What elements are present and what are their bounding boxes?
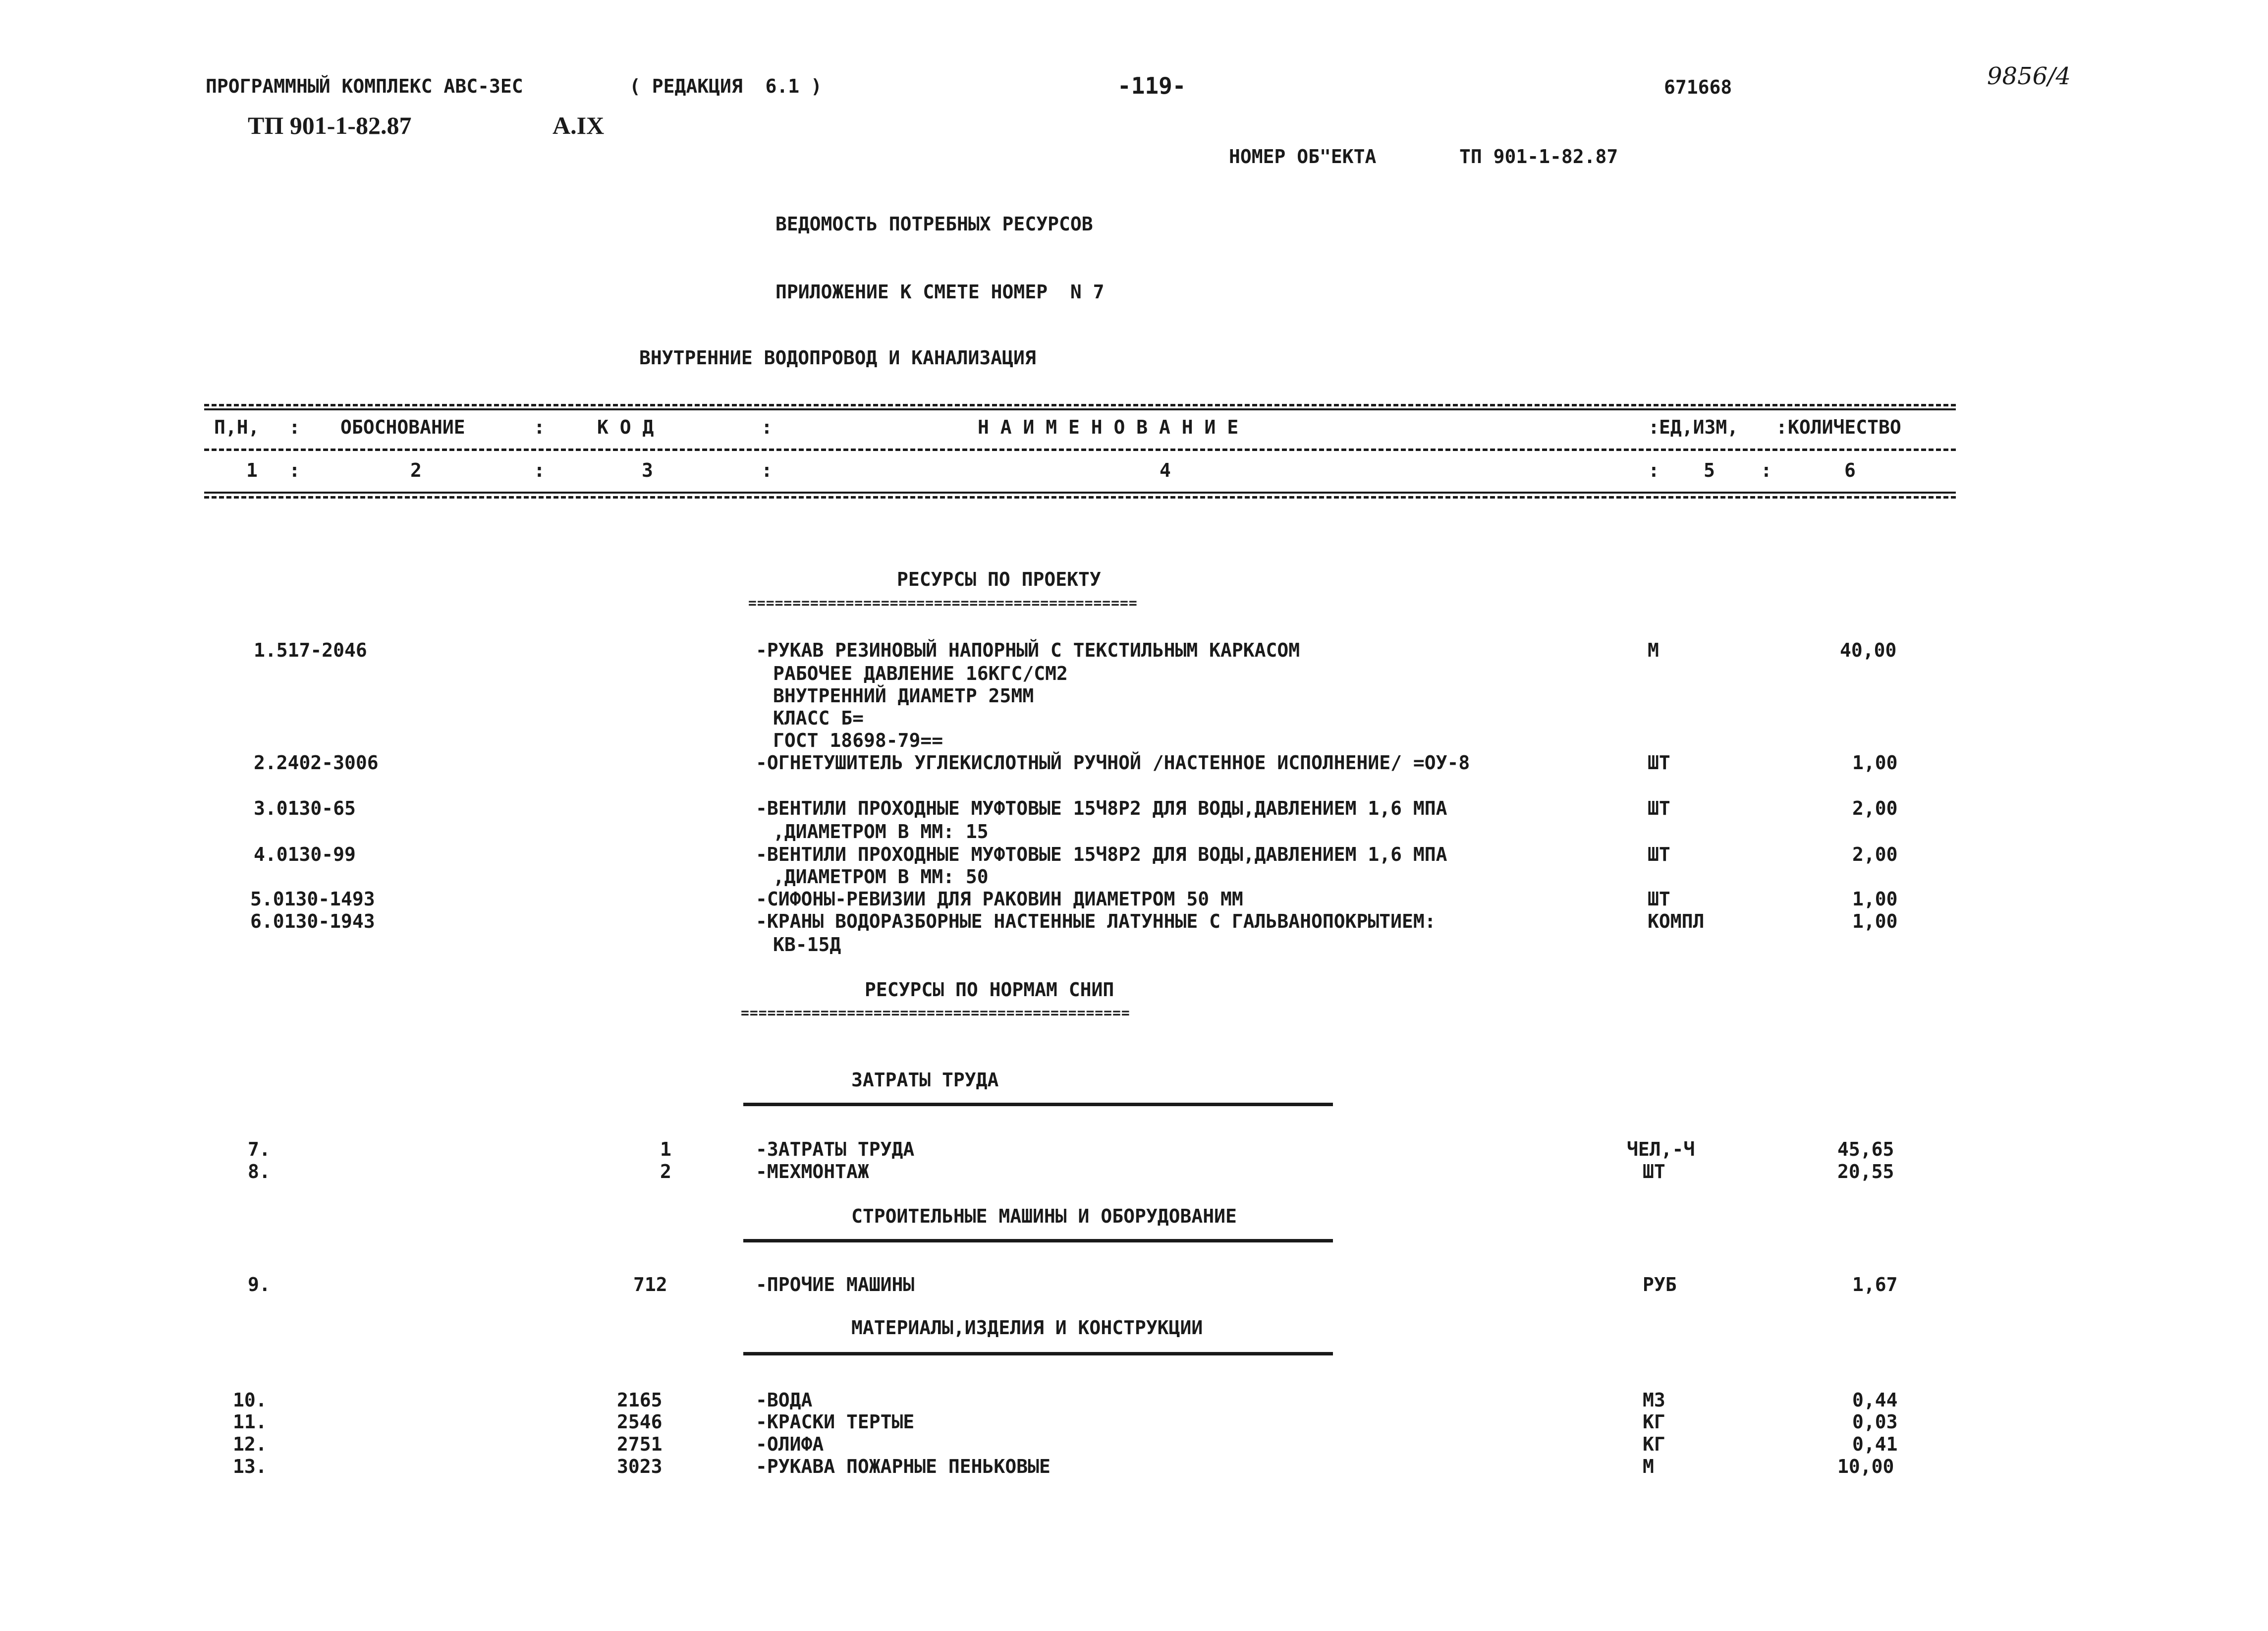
col-header-unit: ЕД,ИЗМ, [1659, 416, 1739, 438]
page-number: -119- [1117, 72, 1186, 99]
row-unit: М3 [1643, 1389, 1665, 1411]
col-number-1: 1 [246, 459, 258, 481]
appendix-title: ПРИЛОЖЕНИЕ К СМЕТЕ НОМЕР N 7 [775, 281, 1105, 303]
header-rule-top-2 [204, 408, 1956, 410]
row-name: -МЕХМОНТАЖ [756, 1161, 869, 1182]
col-sep: : [1648, 416, 1660, 438]
section-title-norms: РЕСУРСЫ ПО НОРМАМ СНИП [865, 979, 1114, 1001]
doc-code: 671668 [1664, 76, 1732, 98]
header-rule-top [204, 404, 1956, 406]
row-name: -РУКАВА ПОЖАРНЫЕ ПЕНЬКОВЫЕ [756, 1456, 1051, 1477]
col-sep: : [761, 416, 773, 438]
row-num: 7. [248, 1138, 271, 1160]
main-title: ВЕДОМОСТЬ ПОТРЕБНЫХ РЕСУРСОВ [775, 213, 1093, 235]
row-name: -ВОДА [756, 1389, 813, 1411]
row-name-line: ГОСТ 18698-79== [773, 730, 943, 751]
row-unit: ШТ [1643, 1161, 1665, 1182]
col-number-3: 3 [642, 459, 653, 481]
subsection-rule-machines [743, 1239, 1333, 1242]
row-num: 13. [233, 1456, 267, 1477]
row-unit: М [1643, 1456, 1654, 1477]
row-name: -КРАСКИ ТЕРТЫЕ [756, 1411, 915, 1433]
row-qty: 2,00 [1852, 797, 1898, 819]
row-qty: 1,00 [1852, 888, 1898, 910]
subsection-rule-materials [743, 1352, 1333, 1355]
row-basis: 2.2402-3006 [254, 752, 379, 774]
col-header-basis: ОБОСНОВАНИЕ [340, 416, 465, 438]
row-qty: 1,00 [1852, 752, 1898, 774]
row-code: 2165 [617, 1389, 663, 1411]
row-name-line: ,ДИАМЕТРОМ В ММ: 50 [773, 866, 989, 888]
row-name-line: РАБОЧЕЕ ДАВЛЕНИЕ 16КГС/СМ2 [773, 663, 1068, 684]
row-unit: КОМПЛ [1648, 910, 1705, 932]
row-name-line: ВНУТРЕННИЙ ДИАМЕТР 25ММ [773, 685, 1034, 707]
row-qty: 40,00 [1840, 639, 1897, 661]
row-name-line: -ВЕНТИЛИ ПРОХОДНЫЕ МУФТОВЫЕ 15Ч8Р2 ДЛЯ ВОДЫ,ДАВЛЕНИЕМ 1,6 МПА [756, 844, 1447, 865]
row-name-line: КЛАСС Б= [773, 707, 864, 729]
row-unit: КГ [1643, 1411, 1665, 1433]
section-rule-project: ============================================ [748, 595, 1138, 611]
row-unit: ШТ [1648, 844, 1670, 865]
row-num: 9. [248, 1274, 271, 1295]
col-sep: : [1761, 459, 1772, 481]
row-name-line: -РУКАВ РЕЗИНОВЫЙ НАПОРНЫЙ С ТЕКСТИЛЬНЫМ КАРКАСОМ [756, 639, 1300, 661]
row-unit: ШТ [1648, 797, 1670, 819]
row-num: 8. [248, 1161, 271, 1182]
row-basis: 5.0130-1493 [250, 888, 375, 910]
row-basis: 1.517-2046 [254, 639, 367, 661]
row-code: 2546 [617, 1411, 663, 1433]
col-number-6: 6 [1844, 459, 1856, 481]
row-unit: ШТ [1648, 888, 1670, 910]
col-header-num: П,Н, [214, 416, 260, 438]
col-number-4: 4 [1160, 459, 1171, 481]
subject-title: ВНУТРЕННИЕ ВОДОПРОВОД И КАНАЛИЗАЦИЯ [639, 347, 1036, 369]
row-name: -ПРОЧИЕ МАШИНЫ [756, 1274, 915, 1295]
row-basis: 3.0130-65 [254, 797, 356, 819]
row-num: 11. [233, 1411, 267, 1433]
col-header-qty: КОЛИЧЕСТВО [1788, 416, 1901, 438]
col-sep: : [1648, 459, 1660, 481]
program-name: ПРОГРАММНЫЙ КОМПЛЕКС АВС-ЗЕС [206, 75, 523, 97]
row-num: 12. [233, 1433, 267, 1455]
col-sep: : [761, 459, 773, 481]
col-sep: : [534, 459, 545, 481]
header-rule-mid [204, 449, 1956, 451]
row-name-line: -ВЕНТИЛИ ПРОХОДНЫЕ МУФТОВЫЕ 15Ч8Р2 ДЛЯ ВОДЫ,ДАВЛЕНИЕМ 1,6 МПА [756, 797, 1447, 819]
row-qty: 0,03 [1852, 1411, 1898, 1433]
row-name-line: -СИФОНЫ-РЕВИЗИИ ДЛЯ РАКОВИН ДИАМЕТРОМ 50 ММ [756, 888, 1243, 910]
row-qty: 0,44 [1852, 1389, 1898, 1411]
row-unit: М [1648, 639, 1659, 661]
row-code: 2 [660, 1161, 671, 1182]
row-name: -ОЛИФА [756, 1433, 824, 1455]
row-qty: 0,41 [1852, 1433, 1898, 1455]
row-qty: 10,00 [1837, 1456, 1894, 1477]
row-unit: КГ [1643, 1433, 1665, 1455]
album-code: A.IX [553, 112, 605, 139]
handwritten-code: 9856/4 [1987, 62, 2071, 90]
row-basis: 4.0130-99 [254, 844, 356, 865]
col-sep: : [534, 416, 545, 438]
col-header-name: Н А И М Е Н О В А Н И Е [978, 416, 1239, 438]
col-number-2: 2 [410, 459, 422, 481]
object-value: ТП 901-1-82.87 [1459, 146, 1618, 168]
section-title-project: РЕСУРСЫ ПО ПРОЕКТУ [897, 568, 1101, 590]
col-header-code: К О Д [597, 416, 654, 438]
row-qty: 20,55 [1837, 1161, 1894, 1182]
header-rule-bottom [204, 492, 1956, 494]
col-sep: : [289, 459, 300, 481]
col-number-5: 5 [1704, 459, 1715, 481]
object-label: НОМЕР ОБ"ЕКТА [1229, 146, 1377, 168]
row-qty: 45,65 [1837, 1138, 1894, 1160]
row-name-line: -ОГНЕТУШИТЕЛЬ УГЛЕКИСЛОТНЫЙ РУЧНОЙ /НАСТЕННОЕ ИСПОЛНЕНИЕ/ =ОУ-8 [756, 752, 1470, 774]
row-basis: 6.0130-1943 [250, 910, 375, 932]
row-name-line: КВ-15Д [773, 934, 841, 956]
col-sep: : [1776, 416, 1787, 438]
row-unit: РУБ [1643, 1274, 1677, 1295]
row-code: 712 [633, 1274, 667, 1295]
section-rule-norms: ============================================ [741, 1005, 1130, 1021]
row-unit: ЧЕЛ,-Ч [1627, 1138, 1695, 1160]
row-code: 3023 [617, 1456, 663, 1477]
row-code: 2751 [617, 1433, 663, 1455]
row-qty: 2,00 [1852, 844, 1898, 865]
row-num: 10. [233, 1389, 267, 1411]
row-name-line: -КРАНЫ ВОДОРАЗБОРНЫЕ НАСТЕННЫЕ ЛАТУННЫЕ С ГАЛЬВАНОПОКРЫТИЕМ: [756, 910, 1436, 932]
row-unit: ШТ [1648, 752, 1670, 774]
row-name-line: ,ДИАМЕТРОМ В ММ: 15 [773, 821, 989, 843]
col-sep: : [289, 416, 300, 438]
header-rule-bottom-2 [204, 496, 1956, 499]
subsection-title-machines: СТРОИТЕЛЬНЫЕ МАШИНЫ И ОБОРУДОВАНИЕ [851, 1205, 1237, 1227]
subsection-rule-labour [743, 1103, 1333, 1106]
row-qty: 1,67 [1852, 1274, 1898, 1295]
row-name: -ЗАТРАТЫ ТРУДА [756, 1138, 915, 1160]
subsection-title-labour: ЗАТРАТЫ ТРУДА [851, 1069, 999, 1091]
row-code: 1 [660, 1138, 671, 1160]
row-qty: 1,00 [1852, 910, 1898, 932]
project-code: ТП 901-1-82.87 [248, 112, 412, 139]
subsection-title-materials: МАТЕРИАЛЫ,ИЗДЕЛИЯ И КОНСТРУКЦИИ [851, 1317, 1203, 1339]
edition-label: ( РЕДАКЦИЯ 6.1 ) [629, 75, 822, 97]
